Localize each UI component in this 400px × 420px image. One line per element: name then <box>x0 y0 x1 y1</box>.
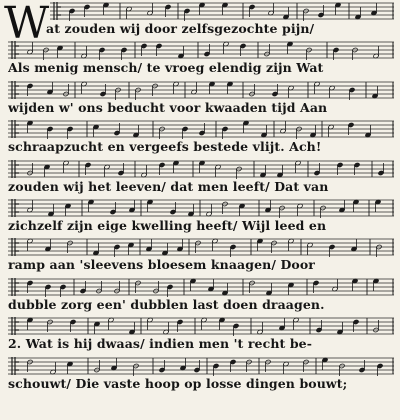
verse-row <box>0 197 400 236</box>
music-staff <box>8 237 394 257</box>
verse-row <box>0 0 400 39</box>
verse-row <box>0 236 400 275</box>
lyric-line: dubble zorg een' dubblen last doen draagen. <box>8 296 325 312</box>
music-staff <box>8 40 394 60</box>
music-staff <box>8 159 394 179</box>
music-staff <box>8 356 394 376</box>
lyric-line: zouden wij het leeven/ dat men leeft/ Dat van <box>8 178 329 194</box>
verse-row <box>0 158 400 197</box>
verse-row <box>0 355 400 394</box>
verse-row <box>0 79 400 118</box>
music-staff <box>8 1 394 21</box>
music-staff <box>8 80 394 100</box>
music-staff <box>8 119 394 139</box>
lyric-line: 2. Wat is hij dwaas/ indien men 't recht be- <box>8 336 313 352</box>
drop-cap-initial: W <box>4 0 50 49</box>
lyric-line: zichzelf zijn eige kwelling heeft/ Wijl leed en <box>8 218 327 233</box>
music-staff <box>8 316 394 336</box>
music-staff <box>8 198 394 218</box>
verse-row <box>0 276 400 315</box>
verse-row <box>0 118 400 157</box>
lyric-line: at zouden wij door zelfsgezochte pijn/ <box>46 21 315 36</box>
music-staff <box>8 277 394 297</box>
verse-row <box>0 39 400 78</box>
lyric-line: schouwt/ Die vaste hoop op losse dingen bouwt; <box>8 375 348 391</box>
lyric-line: schraapzucht en vergeefs bestede vlijt. Ach! <box>8 139 322 155</box>
lyric-line: wijden w' ons beducht voor kwaaden tijd Aan <box>8 99 328 115</box>
lyric-line: Als menig mensch/ te vroeg elendig zijn Wat <box>8 60 324 76</box>
verse-row <box>0 315 400 354</box>
lyric-line: ramp aan 'sleevens bloesem knaagen/ Door <box>8 257 315 273</box>
